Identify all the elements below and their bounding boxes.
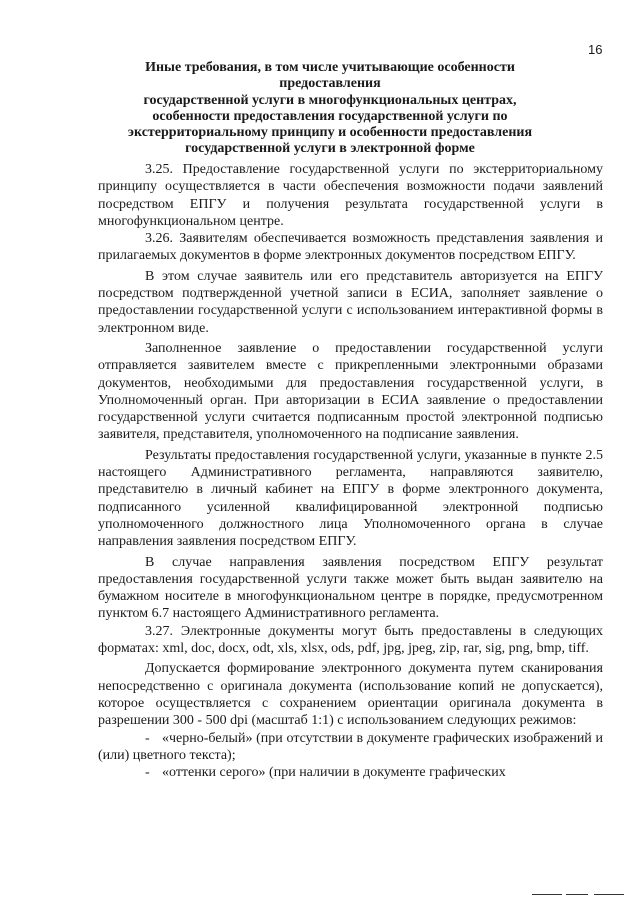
paragraph-paper-result: В случае направления заявления посредством ЕПГУ результат предоставления государственной услуги также может быть выдан заявителю на бумажном носителе в многофункциональном центре в порядке, предусмотренном пунктом 6.7 настоящего Административного регламента. [98,554,603,622]
list-item [98,764,603,781]
heading-line: государственной услуги в электронной форме [185,141,475,157]
list-item-text: «оттенки серого» (при наличии в документе графических [162,765,506,781]
scan-mark [594,894,624,895]
page-number: 16 [588,42,603,57]
heading-line: экстерриториальному принципу и особенности предоставления [127,125,533,141]
heading-line: особенности предоставления государственной услуги по [152,108,508,124]
heading-line: предоставления [279,76,381,92]
paragraph-authorization: В этом случае заявитель или его представитель авторизуется на ЕПГУ посредством подтвержденной учетной записи в ЕСИА, заполняет заявление о предоставлении государственной услуги с использованием интерактивной формы в электронном виде. [98,268,603,336]
heading-line: государственной услуги в многофункциональных центрах, [143,92,517,108]
list-item [98,730,603,765]
paragraph-3-26: 3.26. Заявителям обеспечивается возможность представления заявления и прилагаемых документов в форме электронных документов посредством ЕПГУ. [98,231,603,264]
section-heading [100,60,560,158]
scan-mark [566,894,588,895]
paragraph-3-25: 3.25. Предоставление государственной услуги по экстерриториальному принципу осуществляется в части обеспечения возможности подачи заявлений посредством ЕПГУ и получения результата государственной услуги в многофункциональном центре. [98,162,603,229]
paragraph-3-27: 3.27. Электронные документы могут быть предоставлены в следующих форматах: xml, doc, docx, odt, xls, xlsx, ods, pdf, jpg, jpeg, zip, rar, sig, png, bmp, tiff. [98,623,603,657]
scan-mark [532,894,562,895]
list-dash: - [145,765,150,781]
heading-line: Иные требования, в том числе учитывающие особенности [145,60,515,75]
body-text [98,161,603,781]
scan-marks [532,893,626,897]
paragraph-submitted-application: Заполненное заявление о предоставлении государственной услуги отправляется заявителем вместе с прикрепленными электронными образами документов, необходимыми для предоставления государственной услуги, в Уполномоченный орган. При авторизации в ЕСИА заявление о предоставлении государственной услуги считается подписанным простой электронной подписью заявителя, представителя, уполномоченного на подписание заявления. [98,340,603,443]
paragraph-scanning: Допускается формирование электронного документа путем сканирования непосредственно с оригинала документа (использование копий не допускается), которое осуществляется с сохранением ориентации оригинала документа в разрешении 300 - 500 dpi (масштаб 1:1) с использованием следующих режимов: [98,661,603,729]
list-item-text: «черно-белый» (при отсутствии в документе графических изображений и (или) цветного текста); [98,730,603,763]
paragraph-results: Результаты предоставления государственной услуги, указанные в пункте 2.5 настоящего Административного регламента, направляются заявителю, представителю в личный кабинет на ЕПГУ в форме электронного документа, подписанного усиленной квалифицированной электронной подписью уполномоченного должностного лица Уполномоченного органа в случае направления заявления посредством ЕПГУ. [98,447,603,550]
list-dash: - [145,730,150,746]
